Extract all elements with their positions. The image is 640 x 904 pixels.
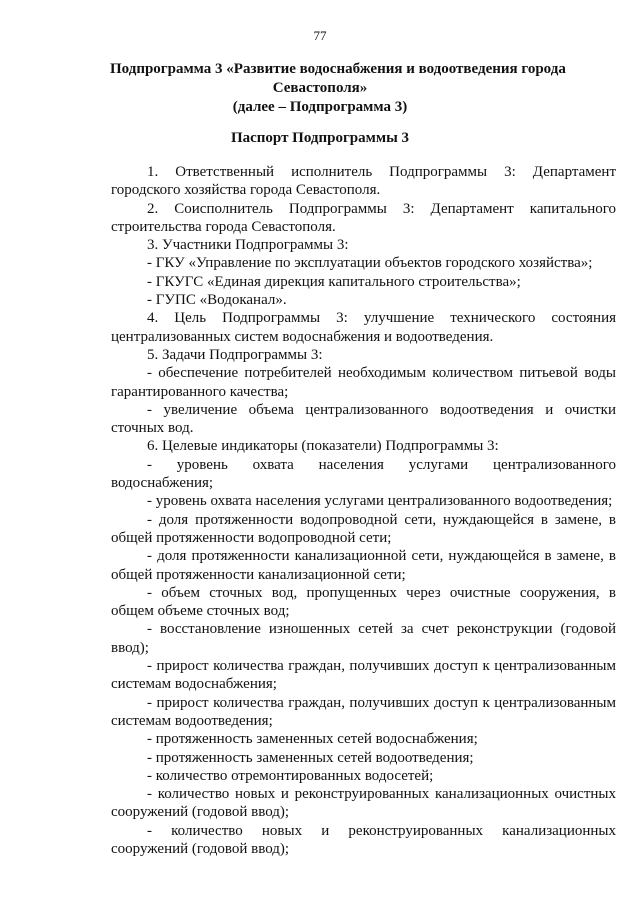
paragraph: - доля протяженности водопроводной сети, нуждающейся в замене, в общей протяженности водопроводной сети; xyxy=(111,511,616,546)
paragraph: 3. Участники Подпрограммы 3: xyxy=(147,237,349,254)
paragraph: - протяженность замененных сетей водоотведения; xyxy=(147,749,474,766)
paragraph: - ГКУГС «Единая дирекция капитального строительства»; xyxy=(147,273,521,290)
paragraph: - ГУПС «Водоканал». xyxy=(147,292,287,309)
paragraph: 1. Ответственный исполнитель Подпрограммы 3: Департамент городского хозяйства города Севастополя. xyxy=(111,164,616,199)
paragraph: - обеспечение потребителей необходимым количеством питьевой воды гарантированного качества; xyxy=(111,365,616,400)
paragraph: - доля протяженности канализационной сети, нуждающейся в замене, в общей протяженности канализационной сети; xyxy=(111,548,616,583)
paragraph: 2. Соисполнитель Подпрограммы 3: Департамент капитального строительства города Севастополя. xyxy=(111,200,616,235)
subprogram-title-line-2: Севастополя» xyxy=(272,80,368,96)
paragraph: - прирост количества граждан, получивших доступ к централизованным системам водоотведения; xyxy=(111,694,616,729)
paragraph: - уровень охвата населения услугами централизованного водоснабжения; xyxy=(111,456,616,492)
subprogram-title-line-1: Подпрограмма 3 «Развитие водоснабжения и водоотведения города xyxy=(110,61,566,77)
passport-body xyxy=(111,163,616,858)
paragraph: 4. Цель Подпрограммы 3: улучшение технического состояния централизованных систем водоснабжения и водоотведения. xyxy=(111,310,616,345)
subprogram-title-line-3: (далее – Подпрограмма 3) xyxy=(232,99,408,115)
paragraph: 6. Целевые индикаторы (показатели) Подпрограммы 3: xyxy=(147,438,499,455)
paragraph: - протяженность замененных сетей водоснабжения; xyxy=(147,731,478,748)
paragraph: - восстановление изношенных сетей за счет реконструкции (годовой ввод); xyxy=(111,621,616,656)
paragraph: - количество новых и реконструированных канализационных очистных сооружений (годовой ввод); xyxy=(111,786,616,821)
page-number: 77 xyxy=(313,28,327,43)
paragraph: 5. Задачи Подпрограммы 3: xyxy=(147,346,323,363)
paragraph: - количество новых и реконструированных канализационных сооружений (годовой ввод); xyxy=(111,822,616,857)
paragraph: - количество отремонтированных водосетей; xyxy=(147,767,434,784)
paragraph: - уровень охвата населения услугами централизованного водоотведения; xyxy=(147,493,613,510)
paragraph: - увеличение объема централизованного водоотведения и очистки сточных вод. xyxy=(111,401,616,437)
passport-heading: Паспорт Подпрограммы 3 xyxy=(230,130,410,146)
paragraph: - прирост количества граждан, получивших доступ к централизованным системам водоснабжения; xyxy=(111,658,616,693)
paragraph: - ГКУ «Управление по эксплуатации объектов городского хозяйства»; xyxy=(147,255,593,272)
subprogram-title xyxy=(110,60,566,117)
paragraph: - объем сточных вод, пропущенных через очистные сооружения, в общем объеме сточных вод; xyxy=(111,584,616,620)
